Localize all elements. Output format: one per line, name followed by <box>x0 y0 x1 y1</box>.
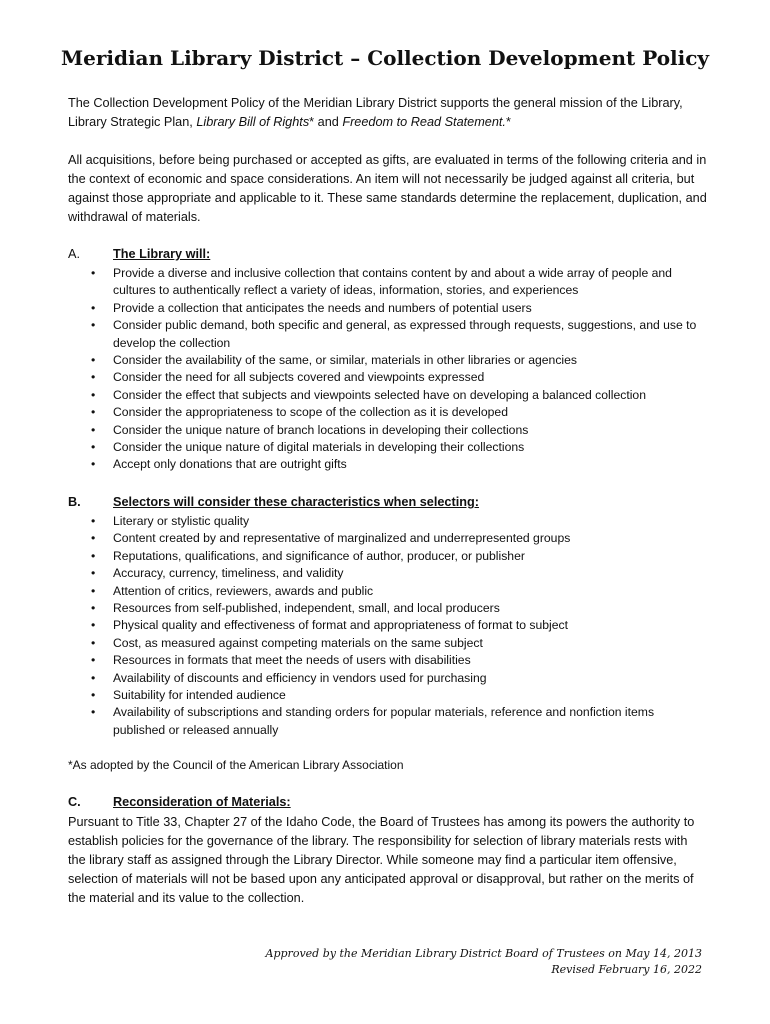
intro-suffix: * <box>505 115 511 129</box>
list-item: • Attention of critics, reviewers, awards and public <box>113 583 708 600</box>
list-item: • Accuracy, currency, timeliness, and validity <box>113 565 708 582</box>
list-item: • Suitability for intended audience <box>113 687 708 704</box>
list-item: • Resources from self-published, independent, small, and local producers <box>113 600 708 617</box>
list-item: • Consider the unique nature of digital materials in developing their collections <box>113 439 708 456</box>
section-c-title: Reconsideration of Materials: <box>113 795 291 809</box>
acquisitions-paragraph: All acquisitions, before being purchased or accepted as gifts, are evaluated in terms of the following criteria and in the context of economic and space considerations. An item will not necessarily be judged against all criteria, but against those appropriate and applicable to it. These same standards determine the replacement, duplication, and withdrawal of materials. <box>68 153 707 224</box>
list-item: • Cost, as measured against competing materials on the same subject <box>113 635 708 652</box>
section-a <box>68 246 708 474</box>
section-b-heading <box>68 494 708 513</box>
section-a-letter: A. <box>68 247 80 261</box>
list-item: • Availability of discounts and efficiency in vendors used for purchasing <box>113 670 708 687</box>
section-b-list <box>68 513 708 739</box>
list-item: • Provide a collection that anticipates the needs and numbers of potential users <box>113 300 708 317</box>
intro-bill-of-rights: Library Bill of Rights <box>196 115 310 129</box>
section-a-heading <box>68 246 708 265</box>
list-item: • Consider the availability of the same, or similar, materials in other libraries or agencies <box>113 352 708 369</box>
list-item: • Provide a diverse and inclusive collection that contains content by and about a wide array of people and cultures to authentically reflect a variety of ideas, information, stories, and experiences <box>113 265 708 300</box>
list-item: • Resources in formats that meet the needs of users with disabilities <box>113 652 708 669</box>
approved-date: Approved by the Meridian Library District Board of Trustees on May 14, 2013 <box>265 947 702 960</box>
approval-note <box>266 946 702 978</box>
section-c <box>68 794 708 813</box>
list-item: • Physical quality and effectiveness of format and appropriateness of format to subject <box>113 617 708 634</box>
section-b-letter: B. <box>68 495 81 509</box>
intro-middle: * and <box>309 115 343 129</box>
list-item: • Consider the effect that subjects and viewpoints selected have on developing a balanced collection <box>113 387 708 404</box>
intro-prefix: The Collection Development Policy of the Meridian Library District supports the general mission of the Library, Library Strategic Plan, <box>68 96 683 129</box>
list-item: • Content created by and representative of marginalized and underrepresented groups <box>113 530 708 547</box>
section-a-list <box>68 265 708 474</box>
intro-paragraph <box>68 94 708 132</box>
list-item: • Accept only donations that are outright gifts <box>113 456 708 473</box>
section-c-letter: C. <box>68 795 81 809</box>
section-c-heading <box>68 794 708 813</box>
list-item: • Consider the appropriateness to scope of the collection as it is developed <box>113 404 708 421</box>
list-item: • Literary or stylistic quality <box>113 513 708 530</box>
section-b-title: Selectors will consider these characteristics when selecting: <box>113 495 479 509</box>
intro-freedom-to-read: Freedom to Read Statement. <box>342 115 506 129</box>
ala-footnote: *As adopted by the Council of the American Library Association <box>68 758 404 772</box>
list-item: • Consider the unique nature of branch locations in developing their collections <box>113 422 708 439</box>
section-a-title: The Library will: <box>113 247 211 261</box>
list-item: • Reputations, qualifications, and significance of author, producer, or publisher <box>113 548 708 565</box>
revised-date: Revised February 16, 2022 <box>551 963 702 976</box>
page-title: Meridian Library District – Collection Development Policy <box>60 46 710 70</box>
list-item: • Consider public demand, both specific and general, as expressed through requests, suggestions, and use to develop the collection <box>113 317 708 352</box>
list-item: • Availability of subscriptions and standing orders for popular materials, reference and nonfiction items published or released annually <box>113 704 708 739</box>
section-c-body: Pursuant to Title 33, Chapter 27 of the Idaho Code, the Board of Trustees has among its powers the authority to establish policies for the governance of the library. The responsibility for selection of library materials rests with the library staff as assigned through the Library Director. While someone may find a particular item offensive, selection of materials will not be based upon any anticipated approval or disapproval, but rather on the merits of the material and its value to the collection. <box>68 815 695 905</box>
list-item: • Consider the need for all subjects covered and viewpoints expressed <box>113 369 708 386</box>
section-b <box>68 494 708 739</box>
